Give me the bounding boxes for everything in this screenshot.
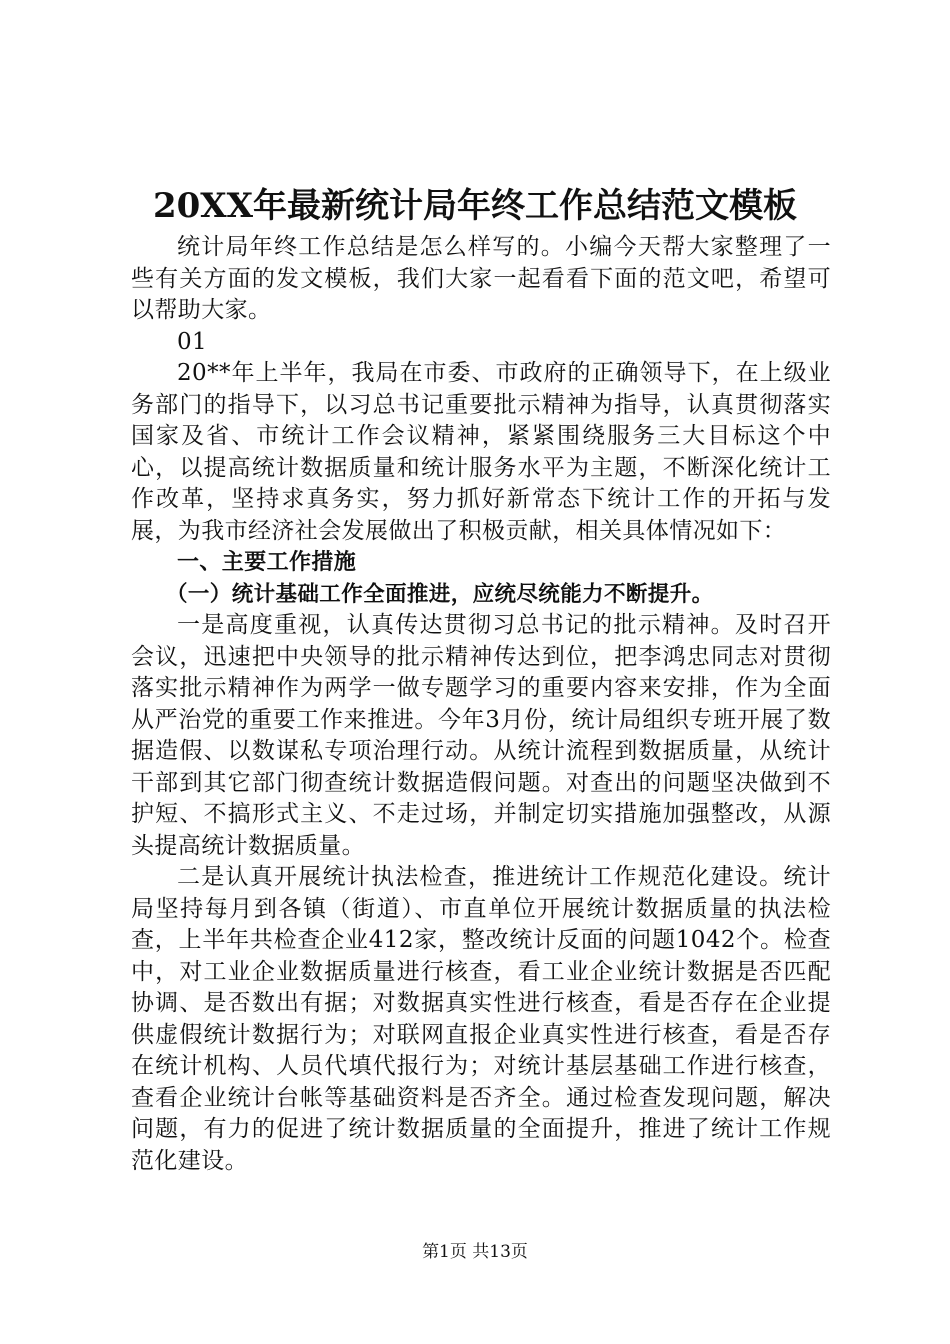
body-paragraph: 一是高度重视，认真传达贯彻习总书记的批示精神。及时召开会议，迅速把中央领导的批示精神传达到位，把李鸿忠同志对贯彻落实批示精神作为两学一做专题学习的重要内容来安排，作为全面从严治党的重要工作来推进。今年3月份，统计局组织专班开展了数据造假、以数谋私专项治理行动。从统计流程到数据质量，从统计干部到其它部门彻查统计数据造假问题。对查出的问题坚决做到不护短、不搞形式主义、不走过场，并制定切实措施加强整改，从源头提高统计数据质量。 (131, 612, 831, 859)
overview-paragraph: 20**年上半年，我局在市委、市政府的正确领导下，在上级业务部门的指导下，以习总书记重要批示精神为指导，认真贯彻落实国家及省、市统计工作会议精神，紧紧围绕服务三大目标这个中心，以提高统计数据质量和统计服务水平为主题，不断深化统计工作改革，坚持求真务实，努力抓好新常态下统计工作的开拓与发展，为我市经济社会发展做出了积极贡献，相关具体情况如下： (131, 360, 831, 544)
page-number-footer: 第1页 共13页 (422, 1242, 528, 1262)
section-number: 01 (177, 328, 208, 355)
document-title: 20XX年最新统计局年终工作总结范文模板 (152, 186, 798, 226)
subsection-heading: （一）统计基础工作全面推进，应统尽统能力不断提升。 (166, 581, 714, 607)
intro-paragraph: 统计局年终工作总结是怎么样写的。小编今天帮大家整理了一些有关方面的发文模板，我们大家一起看看下面的范文吧，希望可以帮助大家。 (131, 234, 831, 323)
section-heading: 一、主要工作措施 (177, 550, 357, 575)
body-paragraph: 二是认真开展统计执法检查，推进统计工作规范化建设。统计局坚持每月到各镇（街道）、市直单位开展统计数据质量的执法检查，上半年共检查企业412家，整改统计反面的问题1042个。检查中，对工业企业数据质量进行核查，看工业企业统计数据是否匹配协调、是否数出有据；对数据真实性进行核查，看是否存在企业提供虚假统计数据行为；对联网直报企业真实性进行核查，看是否存在统计机构、人员代填代报行为；对统计基层基础工作进行核查，查看企业统计台帐等基础资料是否齐全。通过检查发现问题，解决问题，有力的促进了统计数据质量的全面提升，推进了统计工作规范化建设。 (131, 864, 831, 1174)
document-body (131, 232, 831, 1177)
